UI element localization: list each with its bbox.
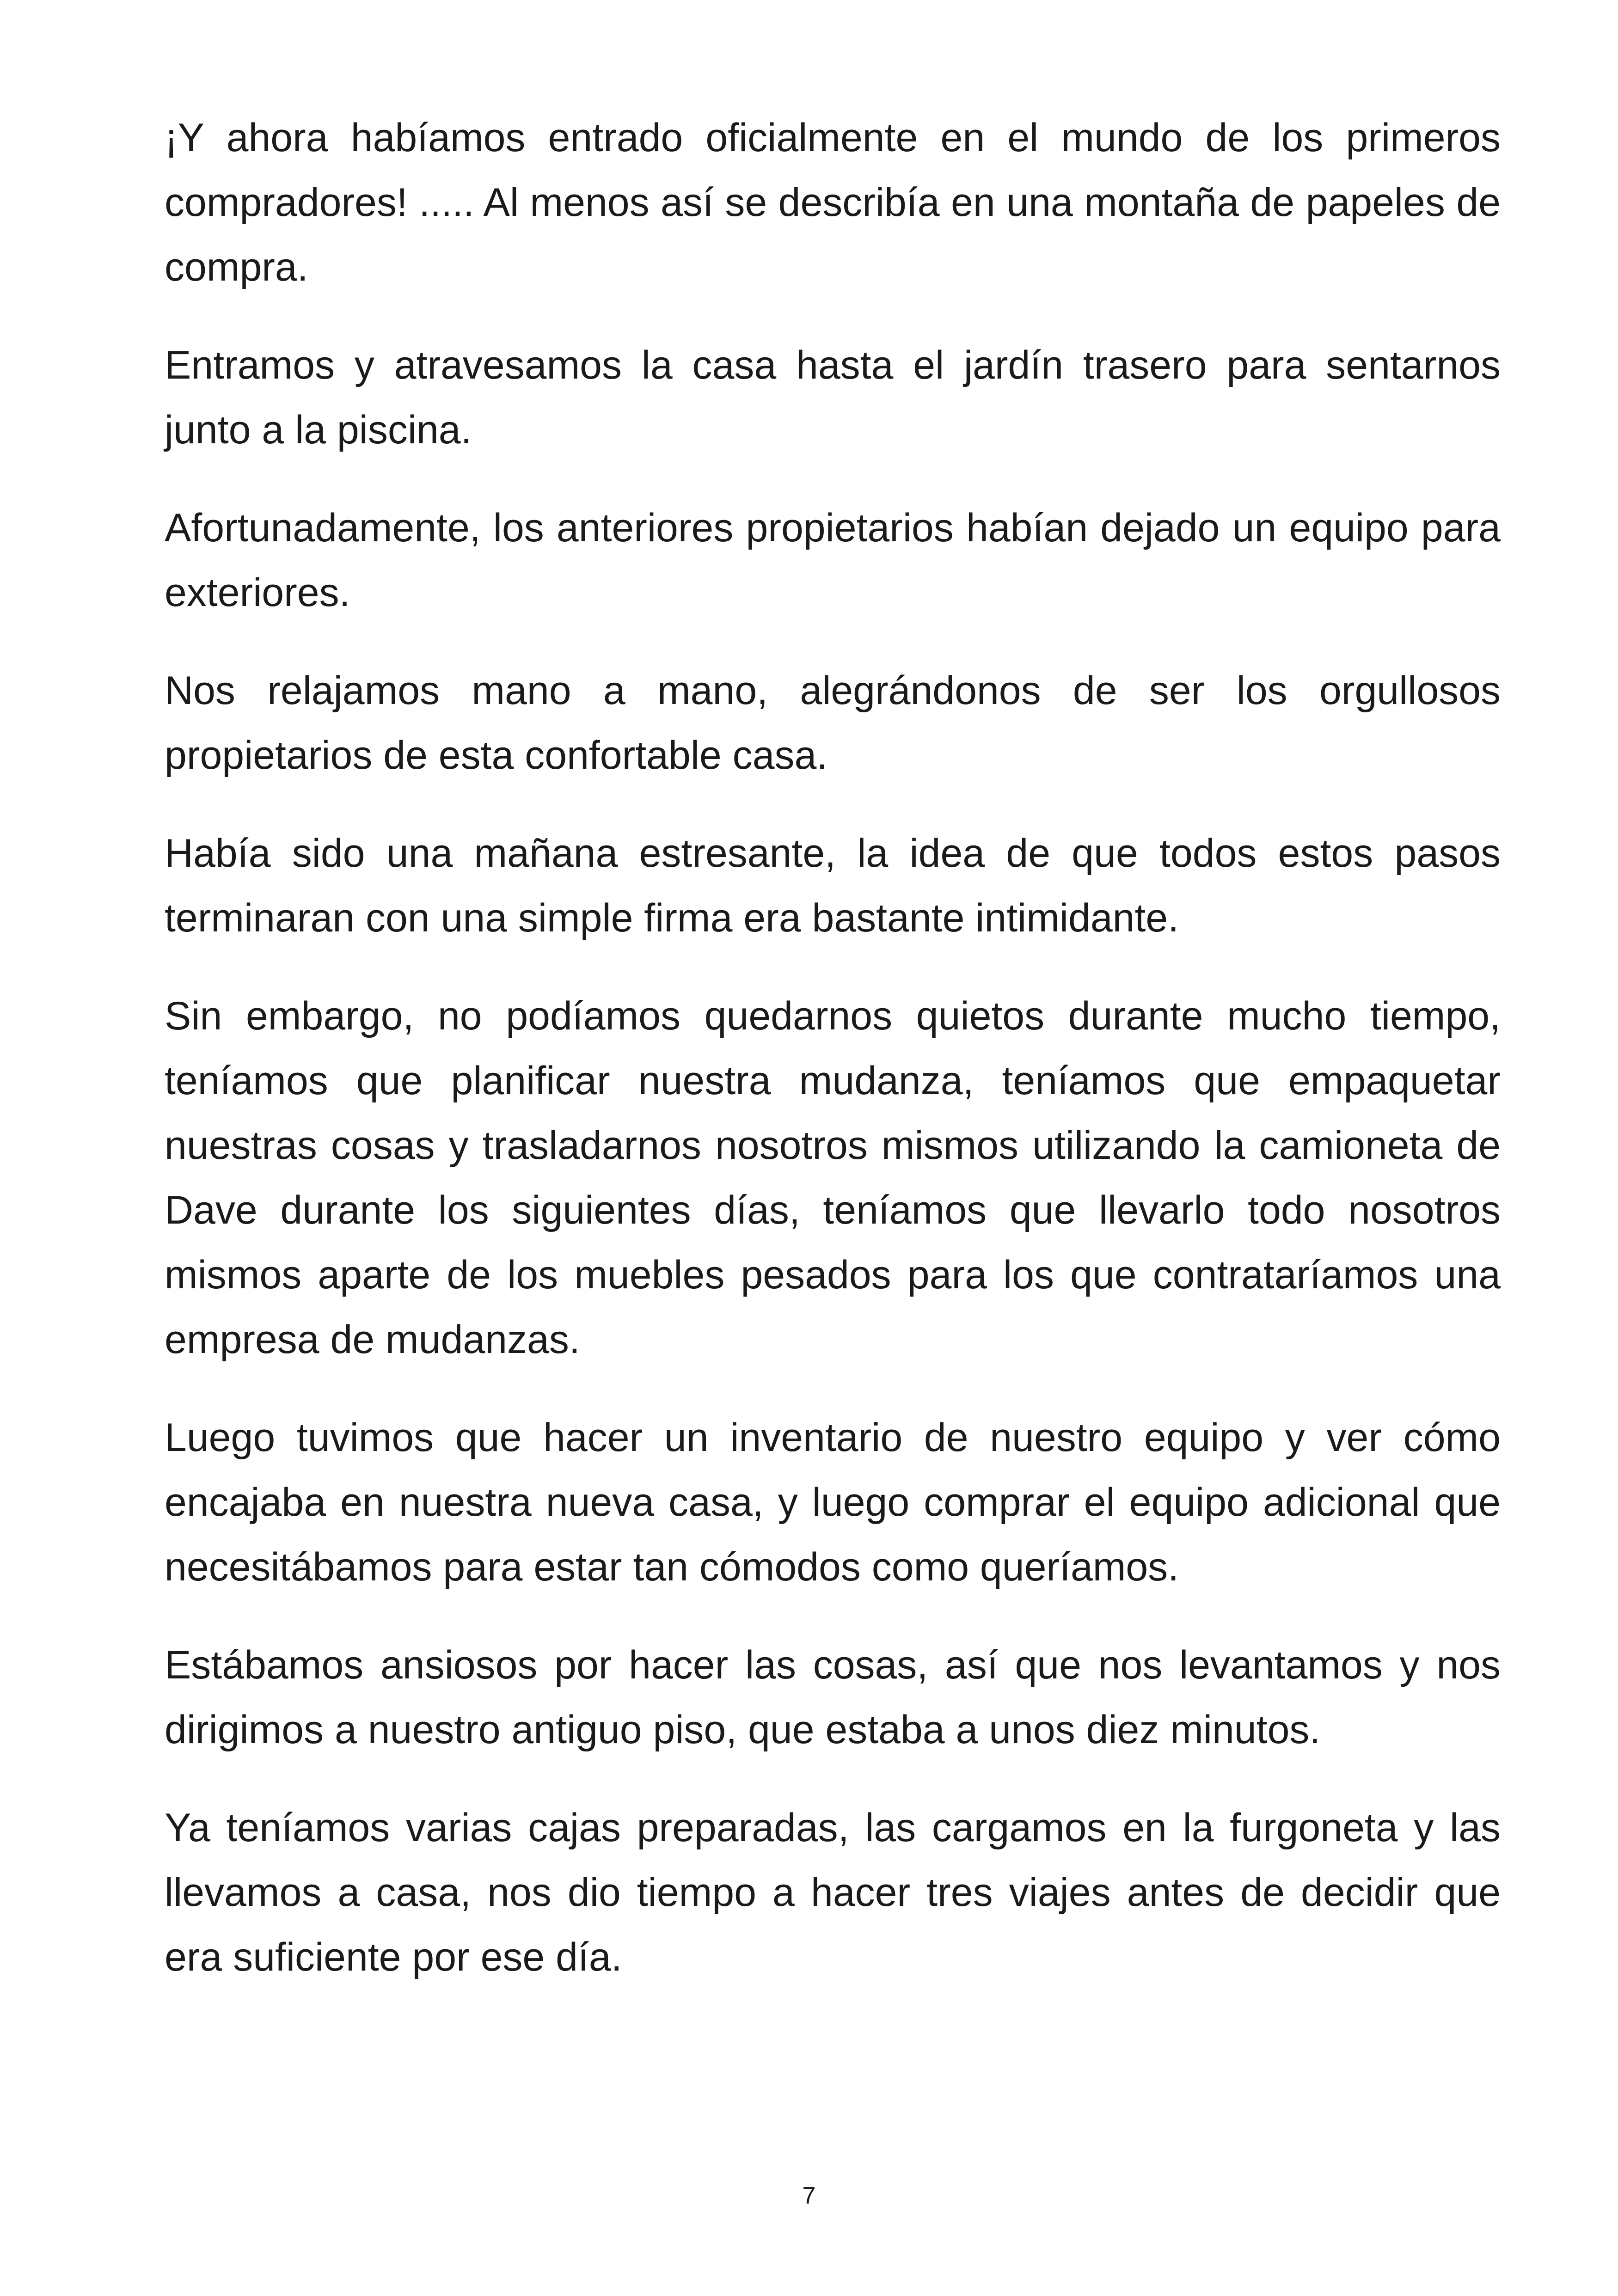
paragraph-1: ¡Y ahora habíamos entrado oficialmente en el mundo de los primeros compradores! ..... Al menos así se describía en una montaña de papeles de compra. bbox=[165, 116, 1501, 289]
paragraph-3: Afortunadamente, los anteriores propietarios habían dejado un equipo para exteriores. bbox=[165, 506, 1501, 615]
paragraph-4: Nos relajamos mano a mano, alegrándonos de ser los orgullosos propietarios de esta confortable casa. bbox=[165, 668, 1501, 778]
paragraph-8: Estábamos ansiosos por hacer las cosas, así que nos levantamos y nos dirigimos a nuestro antiguo piso, que estaba a unos diez minutos. bbox=[165, 1643, 1501, 1752]
paragraph-7: Luego tuvimos que hacer un inventario de nuestro equipo y ver cómo encajaba en nuestra nueva casa, y luego comprar el equipo adicional que necesitábamos para estar tan cómodos como queríamos. bbox=[165, 1415, 1501, 1589]
paragraph-2: Entramos y atravesamos la casa hasta el jardín trasero para sentarnos junto a la piscina. bbox=[165, 343, 1501, 452]
paragraph-6: Sin embargo, no podíamos quedarnos quietos durante mucho tiempo, teníamos que planificar nuestra mudanza, teníamos que empaquetar nuestras cosas y trasladarnos nosotros mismos utilizando la camioneta de Dave durante los siguientes días, teníamos que llevarlo todo nosotros mismos aparte de los muebles pesados para los que contrataríamos una empresa de mudanzas. bbox=[165, 994, 1501, 1362]
text-body bbox=[165, 105, 1501, 2023]
page-number: 7 bbox=[802, 2182, 816, 2209]
paragraph-9: Ya teníamos varias cajas preparadas, las cargamos en la furgoneta y las llevamos a casa, nos dio tiempo a hacer tres viajes antes de decidir que era suficiente por ese día. bbox=[165, 1806, 1501, 1979]
paragraph-5: Había sido una mañana estresante, la idea de que todos estos pasos terminaran con una simple firma era bastante intimidante. bbox=[165, 831, 1501, 940]
